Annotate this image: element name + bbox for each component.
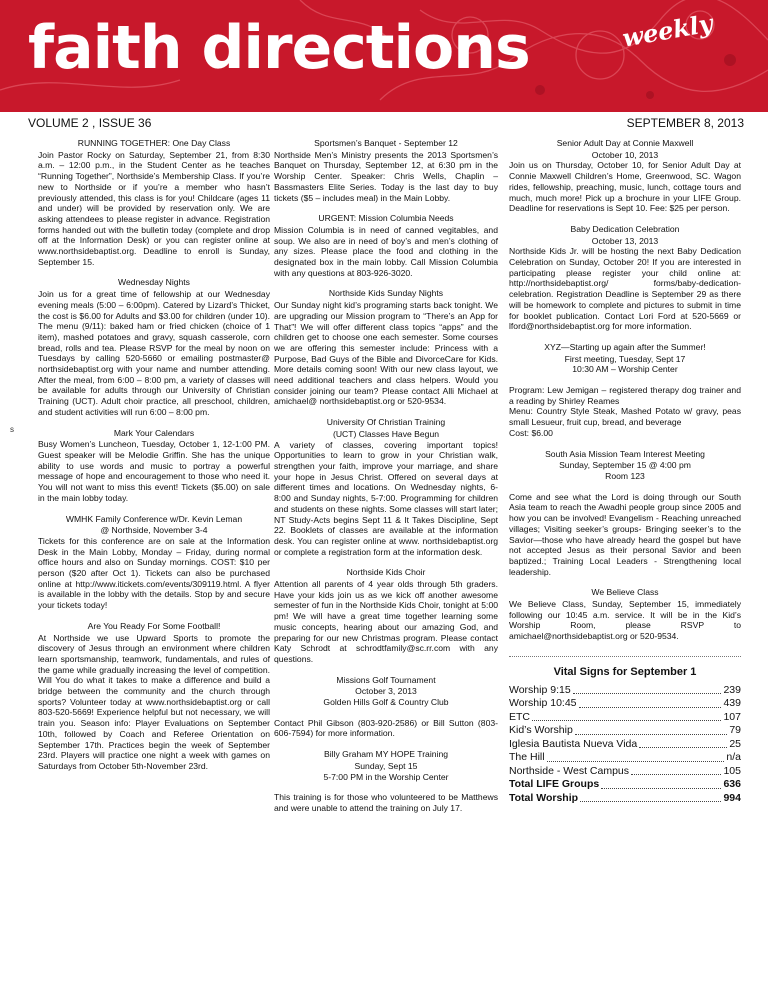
- vital-signs-value: 239: [723, 683, 741, 696]
- vital-signs-row: [509, 765, 741, 779]
- vital-signs-label: Total LIFE Groups: [509, 778, 600, 791]
- vital-signs-row: [509, 738, 741, 752]
- article-subtitle: Sunday, Sept 15 5-7:00 PM in the Worship Center: [323, 760, 449, 782]
- leader-dots: [631, 765, 721, 776]
- article: [38, 277, 270, 417]
- vital-signs-total-row: [509, 778, 741, 792]
- article-body: Join us for a great time of fellowship at our Wednesday evening meals (5:00 – 6:00pm). Catered by Lizard’s Thicket, the cost is $6.00 for Adults and $3.00 for children (under 10). The menu (9/11): baked ham or fried chicken (choice of 1 item), mashed potatoes and gravy, squash casserole, corn bread, rolls and tea. Please RSVP for the meal by noon on Tuesdays by calling 520-5660 or emailing postmaster@ northsidebaptist.org with your name and number attending. After the meal, from 6:00 – 8:00 pm, a variety of classes will be available for adults through our University of Christian Training (UCT). Adult choir practice, all preschool, children, and student activities will run 6:00 – 8:00 pm.: [38, 289, 270, 417]
- article-body: This training is for those who volunteered to be Matthews and were unable to attend the training on July 17.: [274, 792, 498, 813]
- article: [38, 138, 270, 267]
- vital-signs-label: Iglesia Bautista Nueva Vida: [509, 737, 638, 750]
- article: [274, 749, 498, 814]
- article-title: Northside Kids Sunday Nights: [328, 288, 444, 299]
- article: [38, 621, 270, 772]
- vital-signs-value: 439: [723, 697, 741, 710]
- vital-signs-value: 25: [729, 737, 741, 750]
- vital-signs-total-row: [509, 792, 741, 806]
- article-title: Are You Ready For Some Football!: [87, 620, 221, 631]
- publication-title: faith directions: [28, 13, 530, 83]
- issue-volume: VOLUME 2 , ISSUE 36: [28, 116, 152, 130]
- article-subtitle: October 13, 2013: [591, 235, 659, 246]
- article-body: Program: Lew Jemigan – registered therapy dog trainer and a reading by Shirley Reames Menu: Country Style Steak, Mashed Potato w/ gravy, peas small Lesueur, fruit cup, bread, and beverage Cost: $6.00: [509, 385, 741, 438]
- article-body: Our Sunday night kid’s programing starts back tonight. We are upgrading our Mission program to “There’s an App for That”! We will offer different class topics “apps” and the children get to choose one each semester. Some courses we are offering this semester include: Princess with a Purpose, Bad Guys of the Bible and DivorceCare for Kids. More details coming soon! With our new class layout, we need additional teachers and class helpers. Would you consider joining our team? Please contact Alli Michael at amichael@ northsidebaptist.org or 520-9534.: [274, 300, 498, 407]
- article-title: XYZ—Starting up again after the Summer!: [544, 341, 706, 352]
- article-subtitle: October 10, 2013: [591, 149, 659, 160]
- masthead: [0, 0, 768, 112]
- article-title: Northside Kids Choir: [346, 567, 426, 578]
- vital-signs-label: ETC: [509, 710, 530, 723]
- vital-signs-label: Northside - West Campus: [509, 764, 630, 777]
- article-body: Northside Men’s Ministry presents the 2013 Sportsmen’s Banquet on Thursday, September 12, at 6:30 pm in the Worship Center. Speaker: Chris Wells, Chaplin – Bassmasters Elite Series. Today is the last day to buy tickets ($5 – includes meal) in the Main Lobby.: [274, 149, 498, 203]
- vital-signs-label: Kid’s Worship: [509, 724, 573, 737]
- vital-signs-value: 636: [723, 778, 741, 791]
- issue-date: SEPTEMBER 8, 2013: [626, 116, 744, 130]
- article-body: Attention all parents of 4 year olds through 5th graders. Have your kids join us as we kick off another awesome semester of fun in the Northside Kids Choir, tonight at 5:00 pm! We will have a great time together learning some music concepts, hearing about our amazing God, and preparing for our new Christmas program. Please contact Katy Schrodt at schrodtfamily@sc.rr.com with any questions.: [274, 579, 498, 664]
- article-title: Baby Dedication Celebration: [570, 223, 680, 234]
- vital-signs-label: The Hill: [509, 751, 545, 764]
- dotted-divider: [509, 656, 741, 657]
- vital-signs-panel: [509, 667, 741, 805]
- column-3: [509, 138, 741, 805]
- leader-dots: [573, 684, 722, 695]
- article-title: WMHK Family Conference w/Dr. Kevin Leman: [65, 513, 243, 524]
- article-title: Senior Adult Day at Connie Maxwell: [556, 138, 694, 148]
- article-subtitle: Sunday, September 15 @ 4:00 pm Room 123: [559, 460, 691, 481]
- leader-dots: [532, 711, 721, 722]
- article-subtitle: (UCT) Classes Have Begun: [332, 428, 440, 439]
- vital-signs-label: Worship 10:45: [509, 697, 577, 710]
- leader-dots: [601, 778, 721, 789]
- article-title: Sportsmen’s Banquet - September 12: [314, 138, 458, 148]
- article-subtitle: October 3, 2013 Golden Hills Golf & Country Club: [323, 686, 449, 708]
- publication-subtitle: weekly: [620, 8, 715, 53]
- article-title: South Asia Mission Team Interest Meeting: [545, 448, 705, 459]
- vital-signs-value: 105: [723, 764, 741, 777]
- article: [274, 288, 498, 407]
- vital-signs-row: [509, 711, 741, 725]
- vital-signs-value: n/a: [726, 751, 741, 764]
- vital-signs-title: Vital Signs for September 1: [553, 665, 697, 678]
- leader-dots: [575, 724, 728, 735]
- article: [38, 428, 270, 504]
- vital-signs-value: 79: [729, 724, 741, 737]
- article: [509, 224, 741, 332]
- leader-dots: [639, 738, 727, 749]
- article: [274, 213, 498, 278]
- article: [274, 675, 498, 740]
- column-2: [274, 138, 498, 824]
- vital-signs-value: 994: [723, 791, 741, 804]
- article-body: Join us on Thursday, October 10, for Senior Adult Day at Connie Maxwell Children’s Home, Greenwood, SC. Wagon rides, fellowship, preaching, music, lunch, cottage tours and much, much more! Pick up a brochure in your LIFE Group. Deadline for reservations is Sept 10. Fee: $25 per person.: [509, 160, 741, 214]
- vital-signs-value: 107: [723, 710, 741, 723]
- article-body: Come and see what the Lord is doing through our South Asia team to reach the Awadhi people group since 2005 and how you can be involved! Evangelism - Reaching unreached villages; Visiting seeker’s groups- Bringing seeker’s to the Savior—those who have already heard the gospel but have not accepted Jesus as their personal Savior and been baptized.; Training Local Leaders - Strengthening local leadership.: [509, 491, 741, 577]
- article-title: Billy Graham MY HOPE Training: [323, 749, 448, 760]
- article-body: A variety of classes, covering important topics! Opportunities to learn to grow in your Christian walk, strengthen your faith, improve your marriage, and share your hope in Jesus Christ. Offered on several days at different times and locations. On Wednesday nights, 6-8:00 and Sunday nights, 5-7:00. Programming for children and students on these nights. Some classes will start later; NT Study-Acts begins Sept 11 & It Takes Discipline, Sept 22. Booklets of classes are available at the information desk. You can register online at www. northsidebaptist.org or complete a registration form at the information desk.: [274, 439, 498, 557]
- vital-signs-label: Worship 9:15: [509, 683, 571, 696]
- article-title: We Believe Class: [591, 587, 659, 598]
- article: [38, 514, 270, 611]
- leader-dots: [547, 751, 725, 762]
- leader-dots: [579, 697, 722, 708]
- article-body: At Northside we use Upward Sports to promote the discovery of Jesus through an environment where children learn sportsmanship, teamwork, fundamentals, and rules of the game while gradually increasing the level of competition. Will You do what it takes to make a difference and build a bridge between the community and the church through sports? Volunteer today at www.northsidebaptist.org or call 803-520-5669! Experience helpful but not necessary, we will train you. Season info: Player Evaluations on September 10th, followed by Coach and Referee Orientation on September 17th. Practices begin the week of September 23rd. Players will practice one night a week with games on Saturdays from October 5th-November 23rd.: [38, 632, 270, 771]
- vital-signs-row: [509, 684, 741, 698]
- article-body: Busy Women’s Luncheon, Tuesday, October 1, 12-1:00 PM. Guest speaker will be Melodie Griffin. She has the unique ability to use words and music to portray a powerful message of hope and encouragement to those who need it. You will not want to miss this event! Tickets ($5.00) on sale in the main lobby today.: [38, 439, 270, 503]
- article: [274, 138, 498, 203]
- article-title: Wednesday Nights: [118, 277, 190, 288]
- article-title: RUNNING TOGETHER: One Day Class: [77, 138, 231, 148]
- article-title: URGENT: Mission Columbia Needs: [318, 213, 454, 224]
- vital-signs-row: [509, 724, 741, 738]
- article: [509, 587, 741, 642]
- article: [274, 567, 498, 664]
- article-body: Join Pastor Rocky on Saturday, September 21, from 8:30 a.m. – 12:00 p.m., in the Student Center as he teaches “Running Together”, Northside’s Membership Class. If you’re new to Northside or if you’re a member who hasn’t previously attended, this class is for you! Childcare (ages 11 and under) will be provided by reservation only. We are asking attendees to please register in advance. Registration forms handed out with the bulletin today (complete and drop off at the Information Desk) or you can register online at www.northsidebaptist.org. Deadline to enroll is Sunday, September 15.: [38, 149, 270, 267]
- article-subtitle: @ Northside, November 3-4: [100, 525, 208, 536]
- article-title: Mark Your Calendars: [113, 427, 195, 438]
- article-title: Missions Golf Tournament: [336, 674, 436, 685]
- vital-signs-row: [509, 697, 741, 711]
- article: [509, 138, 741, 214]
- article: [274, 417, 498, 557]
- article: [509, 342, 741, 439]
- column-1: [38, 138, 270, 782]
- margin-mark: s: [10, 425, 14, 434]
- issue-bar: [10, 116, 744, 132]
- vital-signs-row: [509, 751, 741, 765]
- article-body: Tickets for this conference are on sale at the Information Desk in the Main Lobby, Monday – Friday, during normal office hours and also on Sunday mornings. COST: $10 per person ($20 after Oct 1). Tickets can also be purchased online at http://www.itickets.com/events/309119.html. A flyer is available in the lobby with the details. Stop by and secure your tickets today!: [38, 535, 270, 611]
- vital-signs-label: Total Worship: [509, 791, 579, 804]
- article-subtitle: First meeting, Tuesday, Sept 17 10:30 AM – Worship Center: [564, 353, 686, 375]
- article: [509, 449, 741, 578]
- leader-dots: [580, 792, 721, 803]
- article-body: Contact Phil Gibson (803-920-2586) or Bill Sutton (803-606-7594) for more information.: [274, 717, 498, 739]
- article-body: Northside Kids Jr. will be hosting the next Baby Dedication Celebration on Sunday, October 20! If you are interested in participating please register your child online at: http://northsidebaptist.org/ forms/baby-dedication-celebration. Registration Deadline is September 29 as there will be homework to complete and pictures to submit in time for booklet publication. Contact Lori Ford at 520-5669 or lford@northsidebaptist.org for more information.: [509, 246, 741, 332]
- article-title: University Of Christian Training: [326, 417, 446, 428]
- article-body: We Believe Class, Sunday, September 15, immediately following our 10:45 a.m. service. It will be in the Kid’s Worship Room, please RSVP to amichael@northsidebaptist.org or 520-9534.: [509, 599, 741, 642]
- article-body: Mission Columbia is in need of canned vegitables, and soup. We also are in need of boy’s and men’s clothing of any sizes. Please place the food and clothing in the designated box in the main lobby. Call Mission Columbia with any questions at 803-926-3020.: [274, 224, 498, 278]
